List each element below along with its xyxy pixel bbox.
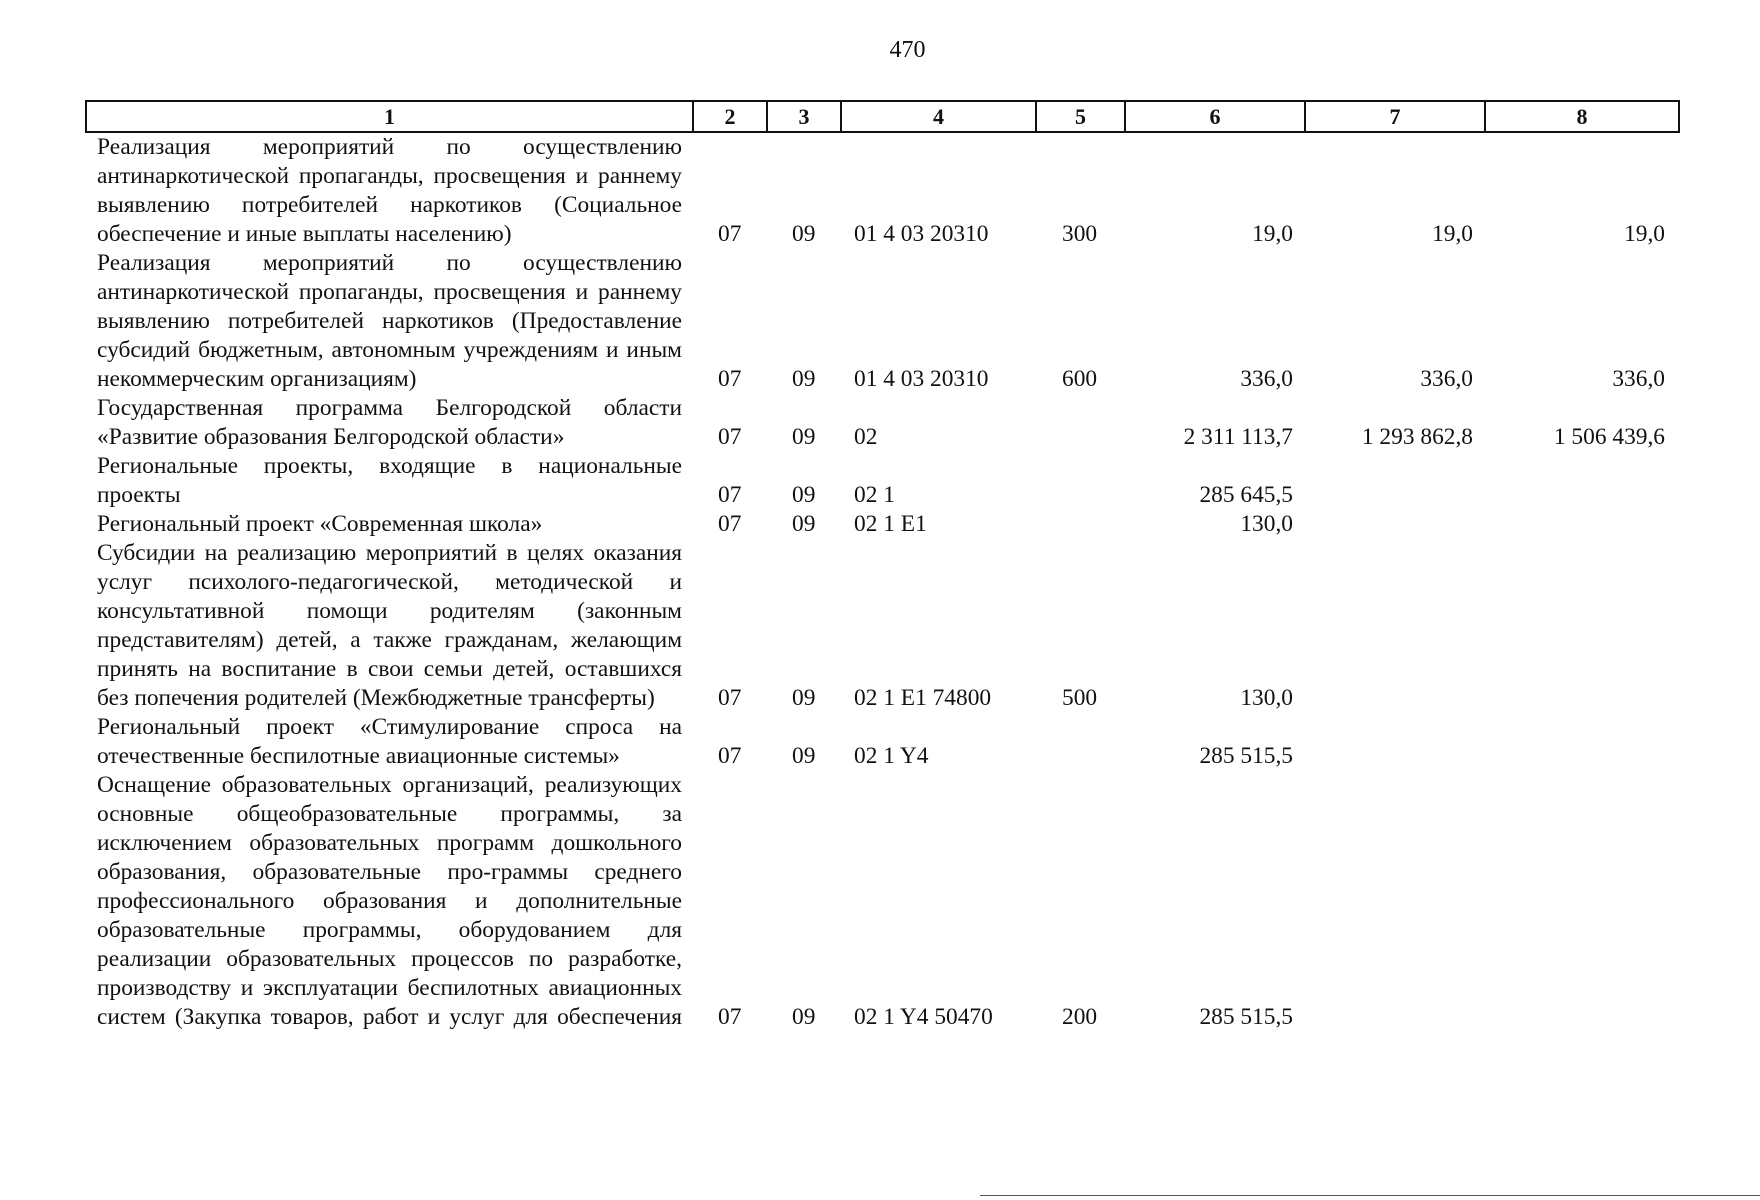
column-header-8: 8 <box>1485 101 1679 132</box>
table-row <box>0 249 1760 394</box>
row-amount-col6: 285 515,5 <box>1199 1004 1293 1030</box>
row-target-code: 02 1 Y4 <box>854 743 929 769</box>
row-description: Реализация мероприятий по осуществлению антинаркотической пропаганды, просвещения и раннему выявлению потребителей наркотиков (Социальное обеспечение и иные выплаты населению) <box>97 134 682 247</box>
column-header-4: 4 <box>841 101 1036 132</box>
row-expense-type: 600 <box>1062 366 1098 392</box>
row-target-code: 02 <box>854 424 878 450</box>
column-header-7: 7 <box>1305 101 1485 132</box>
row-amount-col6: 285 645,5 <box>1199 482 1293 508</box>
row-subsection-code: 09 <box>792 221 816 247</box>
row-section-code: 07 <box>718 221 742 247</box>
row-target-code: 02 1 E1 74800 <box>854 685 992 711</box>
row-target-code: 02 1 <box>854 482 895 508</box>
table-body <box>0 133 1760 1032</box>
table-row <box>0 133 1760 249</box>
row-section-code: 07 <box>718 743 742 769</box>
row-description: Региональные проекты, входящие в национальные проекты <box>97 453 682 508</box>
row-expense-type: 300 <box>1062 221 1098 247</box>
row-subsection-code: 09 <box>792 1004 816 1030</box>
page-number: 470 <box>889 37 926 63</box>
row-target-code: 01 4 03 20310 <box>854 221 989 247</box>
table-header <box>85 100 1680 133</box>
table-row <box>0 713 1760 771</box>
row-description: Оснащение образовательных организаций, реализующих основные общеобразовательные программы, за исключением образовательных программ дошкольного образования, образовательные про-граммы среднего профессионального образования и дополнительные образовательные программы, оборудованием для реализации образовательных процессов по разработке, производству и эксплуатации беспилотных авиационных систем (Закупка товаров, работ и услуг для обеспечения <box>97 772 682 1030</box>
row-expense-type: 500 <box>1062 685 1098 711</box>
row-amount-col7: 19,0 <box>1432 221 1473 247</box>
row-amount-col6: 336,0 <box>1240 366 1293 392</box>
row-amount-col7: 336,0 <box>1420 366 1473 392</box>
column-header-3: 3 <box>767 101 841 132</box>
row-target-code: 02 1 E1 <box>854 511 927 537</box>
table-row <box>0 452 1760 510</box>
row-amount-col6: 2 311 113,7 <box>1183 424 1293 450</box>
row-description: Региональный проект «Стимулирование спроса на отечественные беспилотные авиационные системы» <box>97 714 682 769</box>
row-amount-col8: 19,0 <box>1624 221 1665 247</box>
column-header-1: 1 <box>86 101 693 132</box>
row-expense-type: 200 <box>1062 1004 1098 1030</box>
row-subsection-code: 09 <box>792 424 816 450</box>
table-row <box>0 510 1760 539</box>
row-section-code: 07 <box>718 424 742 450</box>
row-subsection-code: 09 <box>792 511 816 537</box>
row-description: Субсидии на реализацию мероприятий в целях оказания услуг психолого-педагогической, методической и консультативной помощи родителям (законным представителям) детей, а также гражданам, желающим принять на воспитание в свои семьи детей, оставшихся без попечения родителей (Межбюджетные трансферты) <box>97 540 682 711</box>
row-amount-col6: 130,0 <box>1240 685 1293 711</box>
row-section-code: 07 <box>718 482 742 508</box>
row-target-code: 02 1 Y4 50470 <box>854 1004 993 1030</box>
row-amount-col6: 130,0 <box>1240 511 1293 537</box>
row-subsection-code: 09 <box>792 743 816 769</box>
row-subsection-code: 09 <box>792 366 816 392</box>
table-row <box>0 394 1760 452</box>
row-section-code: 07 <box>718 366 742 392</box>
row-section-code: 07 <box>718 1004 742 1030</box>
table-row <box>0 771 1760 1032</box>
row-amount-col8: 336,0 <box>1612 366 1665 392</box>
footer-divider <box>980 1195 1760 1196</box>
column-header-6: 6 <box>1125 101 1305 132</box>
row-description: Региональный проект «Современная школа» <box>97 511 543 537</box>
column-header-2: 2 <box>693 101 767 132</box>
row-target-code: 01 4 03 20310 <box>854 366 989 392</box>
row-description: Реализация мероприятий по осуществлению антинаркотической пропаганды, просвещения и раннему выявлению потребителей наркотиков (Предоставление субсидий бюджетным, автономным учреждениям и иным некоммерческим организациям) <box>97 250 682 392</box>
column-header-5: 5 <box>1036 101 1125 132</box>
row-subsection-code: 09 <box>792 685 816 711</box>
row-section-code: 07 <box>718 511 742 537</box>
row-section-code: 07 <box>718 685 742 711</box>
row-amount-col6: 19,0 <box>1252 221 1293 247</box>
row-amount-col6: 285 515,5 <box>1199 743 1293 769</box>
row-subsection-code: 09 <box>792 482 816 508</box>
table-row <box>0 539 1760 713</box>
row-description: Государственная программа Белгородской области «Развитие образования Белгородской области» <box>97 395 682 450</box>
row-amount-col8: 1 506 439,6 <box>1553 424 1665 450</box>
row-amount-col7: 1 293 862,8 <box>1361 424 1473 450</box>
